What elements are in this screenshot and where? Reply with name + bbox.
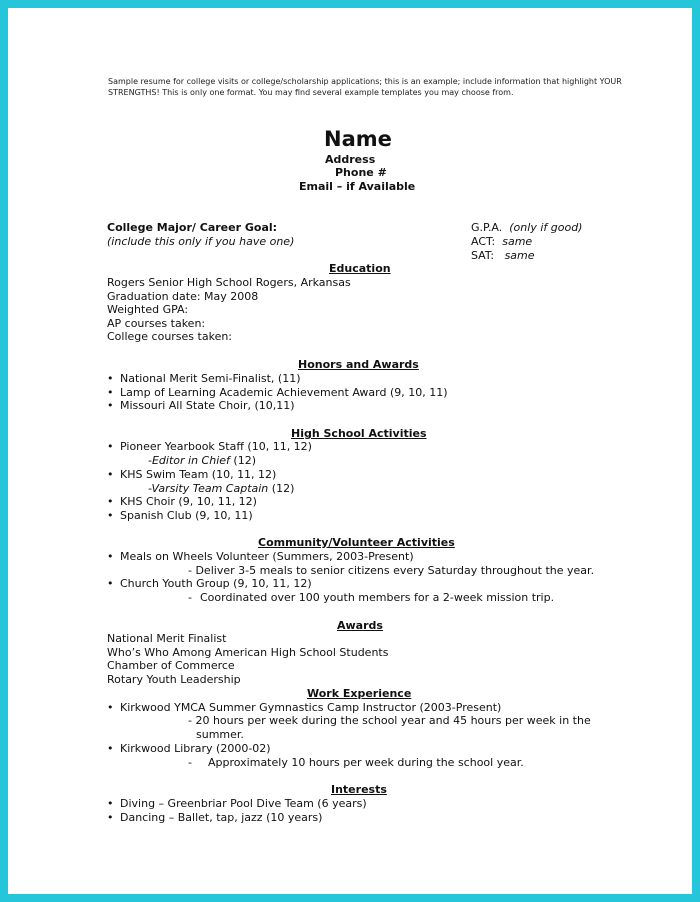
section-title-community: Community/Volunteer Activities <box>258 536 455 549</box>
goal-label: College Major/ Career Goal: <box>107 221 278 234</box>
section-title-education: Education <box>329 262 391 275</box>
score-act: ACT: same <box>471 235 533 248</box>
list-detail: - Deliver 3-5 meals to senior citizens every Saturday throughout the year. <box>188 564 595 577</box>
list-item: • KHS Choir (9, 10, 11, 12) <box>107 495 257 508</box>
list-item: • Pioneer Yearbook Staff (10, 11, 12) <box>107 440 312 453</box>
resume-page <box>8 8 692 894</box>
email: Email – if Available <box>299 180 416 193</box>
resume-name: Name <box>324 127 392 151</box>
list-detail: Approximately 10 hours per week during the school year. <box>208 756 524 769</box>
phone: Phone # <box>335 166 387 179</box>
list-detail: Coordinated over 100 youth members for a 2-week mission trip. <box>200 591 555 604</box>
education-line: Rogers Senior High School Rogers, Arkansas <box>107 276 351 289</box>
list-item: • Diving – Greenbriar Pool Dive Team (6 years) <box>107 797 367 810</box>
intro-note: Sample resume for college visits or college/scholarship applications; this is an example; include information that highlight YOUR STRENGTHS! This is only one format. You may find several example templates you may choose from. <box>108 77 622 97</box>
list-item: • Spanish Club (9, 10, 11) <box>107 509 253 522</box>
address: Address <box>325 153 376 166</box>
education-line: College courses taken: <box>107 330 233 343</box>
list-detail-dash: - <box>188 591 192 604</box>
section-title-interests: Interests <box>331 783 387 796</box>
section-title-work: Work Experience <box>307 687 412 700</box>
list-subitem: -Editor in Chief (12) <box>148 454 256 467</box>
section-title-awards: Awards <box>337 619 383 632</box>
score-gpa: G.P.A. (only if good) <box>471 221 583 234</box>
education-line: Graduation date: May 2008 <box>107 290 259 303</box>
list-item: • Kirkwood YMCA Summer Gymnastics Camp Instructor (2003-Present) <box>107 701 502 714</box>
awards-line: National Merit Finalist <box>107 632 227 645</box>
list-item: • Meals on Wheels Volunteer (Summers, 2003-Present) <box>107 550 414 563</box>
section-title-activities: High School Activities <box>291 427 427 440</box>
list-subitem: -Varsity Team Captain (12) <box>148 482 295 495</box>
list-item: • Kirkwood Library (2000-02) <box>107 742 271 755</box>
list-item: • Missouri All State Choir, (10,11) <box>107 399 295 412</box>
education-line: Weighted GPA: <box>107 303 189 316</box>
list-detail: summer. <box>196 728 244 741</box>
list-detail-dash: - <box>188 756 192 769</box>
list-item: • Lamp of Learning Academic Achievement Award (9, 10, 11) <box>107 386 448 399</box>
list-item: • Dancing – Ballet, tap, jazz (10 years) <box>107 811 323 824</box>
list-detail: - 20 hours per week during the school year and 45 hours per week in the <box>188 714 591 727</box>
list-item: • KHS Swim Team (10, 11, 12) <box>107 468 277 481</box>
goal-note: (include this only if you have one) <box>107 235 295 248</box>
awards-line: Chamber of Commerce <box>107 659 235 672</box>
section-title-honors: Honors and Awards <box>298 358 419 371</box>
score-sat: SAT: same <box>471 249 535 262</box>
education-line: AP courses taken: <box>107 317 206 330</box>
list-item: • National Merit Semi-Finalist, (11) <box>107 372 301 385</box>
awards-line: Who’s Who Among American High School Students <box>107 646 389 659</box>
awards-line: Rotary Youth Leadership <box>107 673 241 686</box>
list-item: • Church Youth Group (9, 10, 11, 12) <box>107 577 312 590</box>
